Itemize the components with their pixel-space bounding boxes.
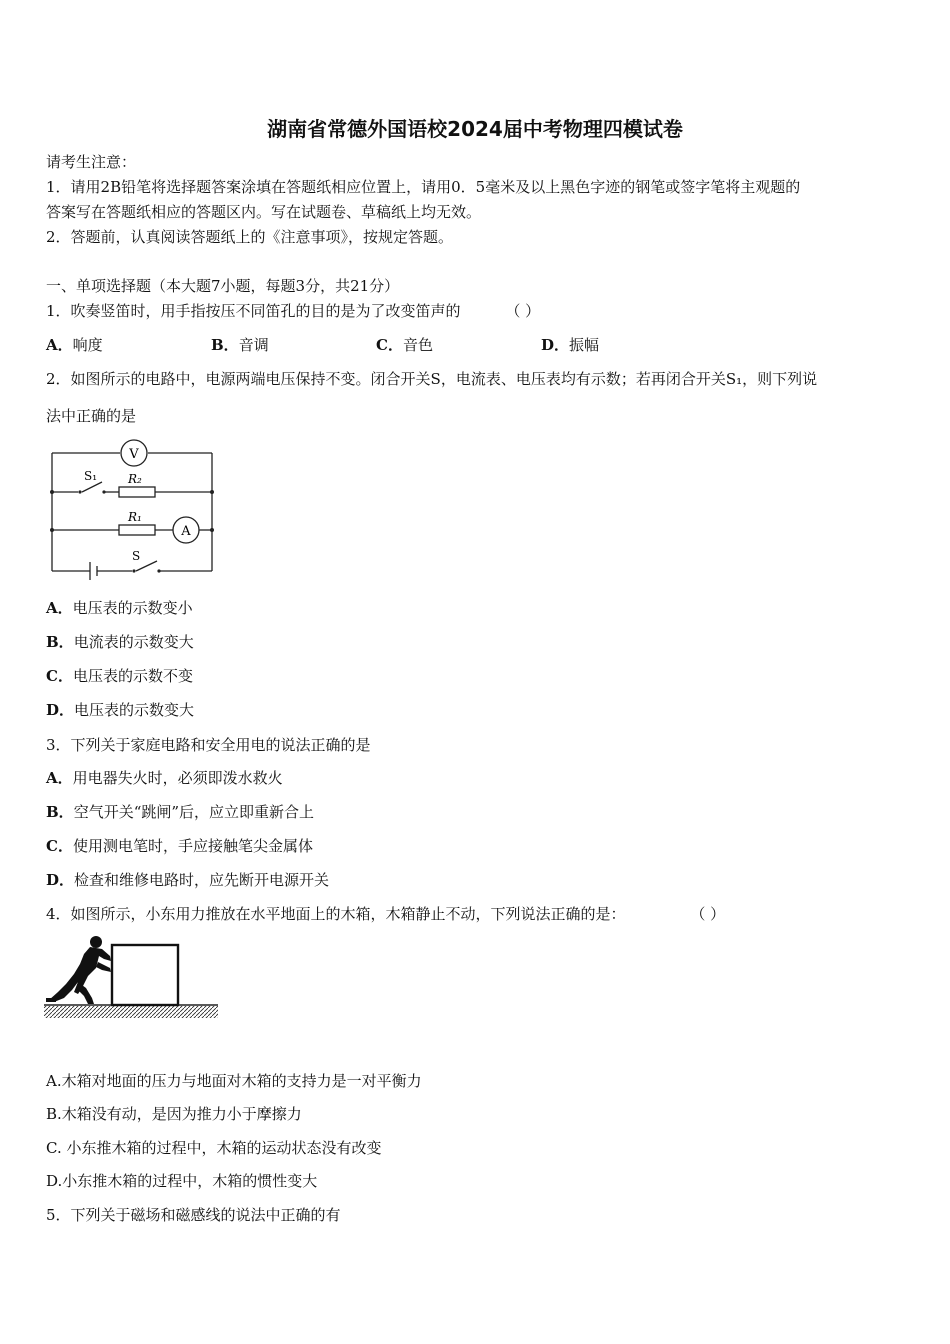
q4-option-c: C. 小东推木箱的过程中，木箱的运动状态没有改变 bbox=[46, 1139, 382, 1157]
switch-s1-icon bbox=[82, 482, 102, 492]
section1-heading: 一、单项选择题（本大题7小题，每题3分，共21分） bbox=[46, 277, 400, 295]
q1-stem: 1．吹奏竖笛时，用手指按压不同笛孔的目的是为了改变笛声的 bbox=[46, 302, 461, 320]
ground-hatch-icon bbox=[44, 1006, 218, 1018]
q4-paren: （ ） bbox=[690, 905, 726, 923]
q1-option-d: D．振幅 bbox=[541, 336, 600, 354]
notice-item1-line1: 1．请用2B铅笔将选择题答案涂填在答题纸相应位置上，请用0．5毫米及以上黑色字迹的钢笔或签字笔将主观题的 bbox=[46, 178, 801, 196]
resistor-r2-icon bbox=[119, 487, 155, 497]
r1-label: R₁ bbox=[128, 510, 142, 524]
q2-option-c: C．电压表的示数不变 bbox=[46, 667, 193, 685]
q1-options bbox=[46, 335, 706, 355]
r2-label: R₂ bbox=[128, 472, 142, 486]
person-pushing-icon bbox=[46, 936, 111, 1004]
push-box-figure bbox=[44, 932, 220, 1022]
q3-option-d: D．检查和维修电路时，应先断开电源开关 bbox=[46, 871, 330, 889]
q2-option-d: D．电压表的示数变大 bbox=[46, 701, 195, 719]
resistor-r1-icon bbox=[119, 525, 155, 535]
q4-stem: 4．如图所示，小东用力推放在水平地面上的木箱，木箱静止不动，下列说法正确的是： bbox=[46, 905, 626, 923]
wooden-box-icon bbox=[112, 945, 178, 1005]
q2-option-b: B．电流表的示数变大 bbox=[46, 633, 194, 651]
q5-stem: 5．下列关于磁场和磁感线的说法中正确的有 bbox=[46, 1206, 341, 1224]
page-title: 湖南省常德外国语校2024届中考物理四模试卷 bbox=[267, 117, 683, 141]
notice-heading: 请考生注意： bbox=[46, 153, 137, 171]
q3-option-c: C．使用测电笔时，手应接触笔尖金属体 bbox=[46, 837, 313, 855]
s1-label: S₁ bbox=[84, 469, 98, 483]
notice-item1-line2: 答案写在答题纸相应的答题区内。写在试题卷、草稿纸上均无效。 bbox=[46, 203, 482, 221]
s-label: S bbox=[132, 549, 141, 563]
ammeter-label: A bbox=[181, 524, 191, 539]
q1-option-b: B．音调 bbox=[211, 336, 269, 354]
q1-stem-row bbox=[46, 301, 540, 321]
notice-item2: 2．答题前，认真阅读答题纸上的《注意事项》，按规定答题。 bbox=[46, 228, 454, 246]
q4-option-b: B.木箱没有动，是因为推力小于摩擦力 bbox=[46, 1105, 302, 1123]
circuit-diagram bbox=[44, 438, 220, 580]
q3-option-a: A．用电器失火时，必须即泼水救火 bbox=[46, 769, 283, 787]
q1-paren: （ ） bbox=[505, 302, 541, 320]
voltmeter-label: V bbox=[129, 447, 139, 462]
q4-stem-row bbox=[46, 904, 725, 924]
q1-option-c: C．音色 bbox=[376, 336, 433, 354]
q3-option-b: B．空气开关“跳闸”后，应立即重新合上 bbox=[46, 803, 315, 821]
q4-option-a: A.木箱对地面的压力与地面对木箱的支持力是一对平衡力 bbox=[46, 1072, 422, 1090]
q1-option-a: A．响度 bbox=[46, 336, 103, 354]
q2-stem-line1: 2．如图所示的电路中，电源两端电压保持不变。闭合开关S，电流表、电压表均有示数；若再闭合开关S₁，则下列说 bbox=[46, 370, 818, 388]
q4-option-d: D.小东推木箱的过程中，木箱的惯性变大 bbox=[46, 1172, 318, 1190]
q2-stem-line2: 法中正确的是 bbox=[46, 407, 137, 425]
q2-option-a: A．电压表的示数变小 bbox=[46, 599, 193, 617]
q3-stem: 3．下列关于家庭电路和安全用电的说法正确的是 bbox=[46, 736, 371, 754]
